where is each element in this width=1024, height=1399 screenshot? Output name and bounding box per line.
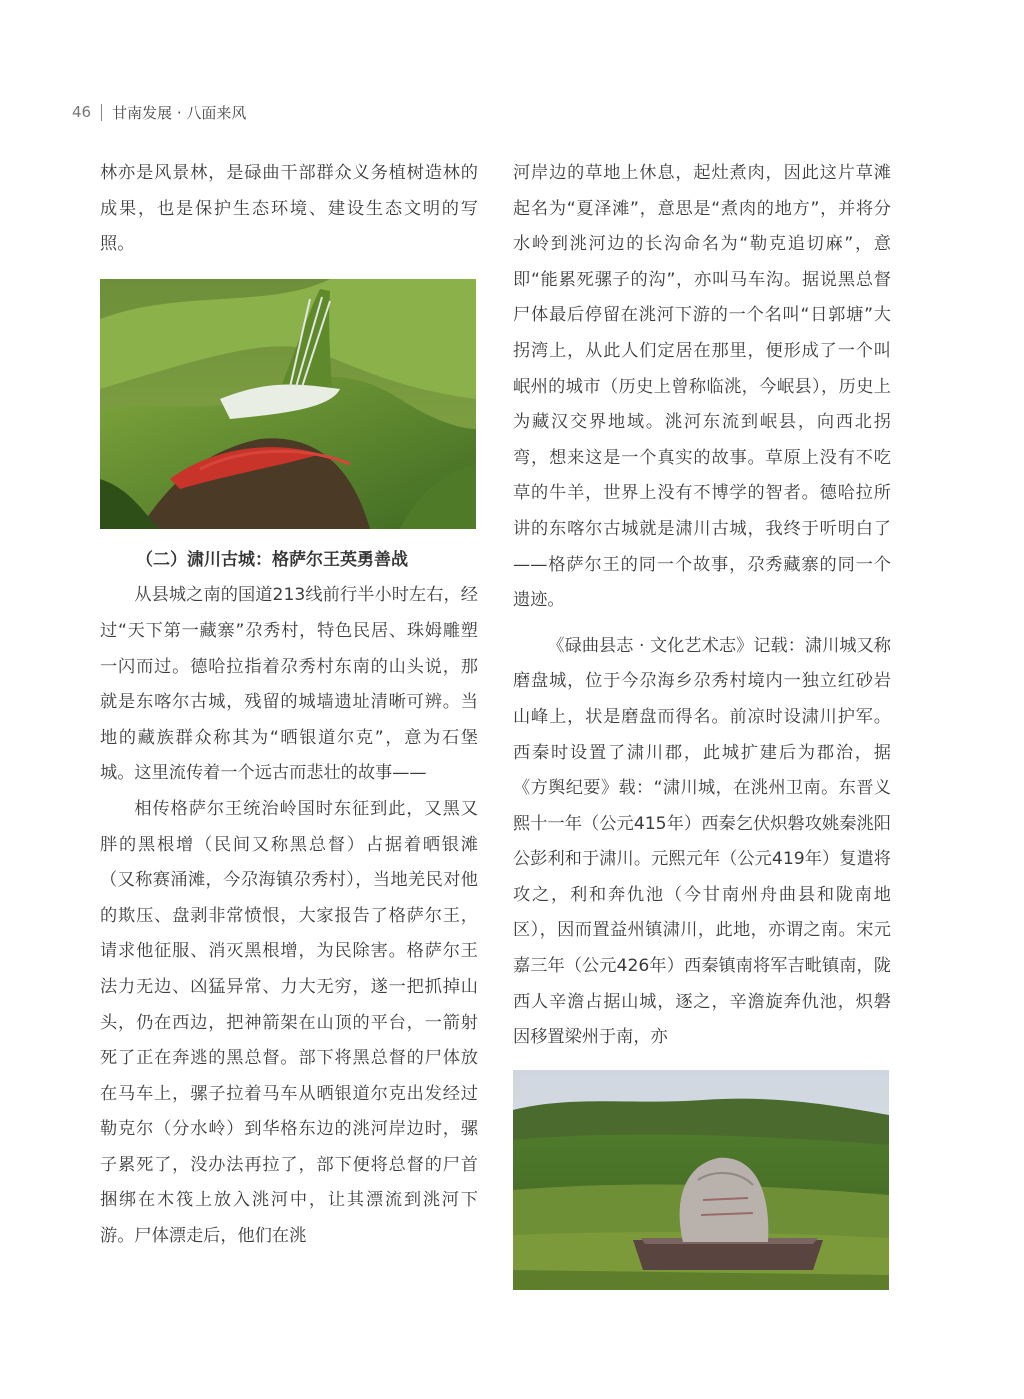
left-column: [100, 156, 478, 1255]
page-number: 46: [72, 103, 92, 121]
paragraph: 相传格萨尔王统治岭国时东征到此，又黑又胖的黑根增（民间又称黑总督）占据着晒银滩（又称赛涌滩，今尕海镇尕秀村），当地羌民对他的欺压、盘剥非常愤恨，大家报告了格萨尔王，请求他征服、消灭黑根增，为民除害。格萨尔王法力无边、凶猛异常、力大无穷，遂一把抓掉山头，仍在西边，把神箭架在山顶的平台，一箭射死了正在奔逃的黑总督。部下将黑总督的尸体放在马车上，骡子拉着马车从晒银道尔克出发经过勒克尔（分水岭）到华格东边的洮河岸边时，骡子累死了，没办法再拉了，部下便将总督的尸首捆绑在木筏上放入洮河中，让其漂流到洮河下游。尸体漂走后，他们在洮: [100, 798, 478, 1247]
paragraph: 从县城之南的国道213线前行半小时左右，经过“天下第一藏寨”尕秀村，特色民居、珠姆雕塑一闪而过。德哈拉指着尕秀村东南的山头说，那就是东喀尔古城，残留的城墙遗址清晰可辨。当地的藏族群众称其为“晒银道尔克”，意为石堡城。这里流传着一个远古而悲壮的故事——: [100, 585, 478, 784]
monument-photo-graphic: [513, 1070, 889, 1290]
paragraph-continued: 林亦是风景林，是碌曲干部群众义务植树造林的成果，也是保护生态环境、建设生态文明的写照。: [100, 163, 478, 255]
page-header: [72, 100, 246, 124]
paragraph-continued: 河岸边的草地上休息，起灶煮肉，因此这片草滩起名为“夏泽滩”，意思是“煮肉的地方”，并将分水岭到洮河边的长沟命名为“勒克追切麻”，意即“能累死骡子的沟”，亦叫马车沟。据说黑总督尸体最后停留在洮河下游的一个名叫“日郭塘”大拐湾上，从此人们定居在那里，便形成了一个叫岷州的城市（历史上曾称临洮，今岷县），历史上为藏汉交界地域。洮河东流到岷县，向西北拐弯，想来这是一个真实的故事。草原上没有不吃草的牛羊，世界上没有不博学的智者。德哈拉所讲的东喀尔古城就是㴋川古城，我终于听明白了——格萨尔王的同一个故事，尕秀藏寨的同一个遗迹。: [513, 163, 891, 611]
paragraph: 《碌曲县志 · 文化艺术志》记载：㴋川城又称磨盘城，位于今尕海乡尕秀村境内一独立红砂岩山峰上，状是磨盘而得名。前凉时设㴋川护军。西秦时设置了㴋川郡，此城扩建后为郡治，据《方舆纪要》载：“㴋川城，在洮州卫南。东晋义熙十一年（公元415年）西秦乞伏炽磐攻姚秦洮阳公彭利和于㴋川。元熙元年（公元419年）复遣将攻之，利和奔仇池（今甘南州舟曲县和陇南地区），因而置益州镇㴋川，此地，亦谓之南。宋元嘉三年（公元426年）西秦镇南将军吉毗镇南，陇西人辛澹占据山城，逐之，辛澹旋奔仇池，炽磐因移置梁州于南，亦: [513, 635, 891, 1048]
mountain-photo-graphic: [100, 279, 476, 529]
right-column: [513, 156, 891, 1290]
publication-title: 甘南发展 · 八面来风: [112, 103, 247, 122]
header-divider: [101, 104, 102, 121]
mountain-prayer-flags-photo: [100, 279, 476, 529]
section-heading: （二）㴋川古城：格萨尔王英勇善战: [136, 549, 408, 570]
stone-monument-photo: [513, 1070, 889, 1290]
